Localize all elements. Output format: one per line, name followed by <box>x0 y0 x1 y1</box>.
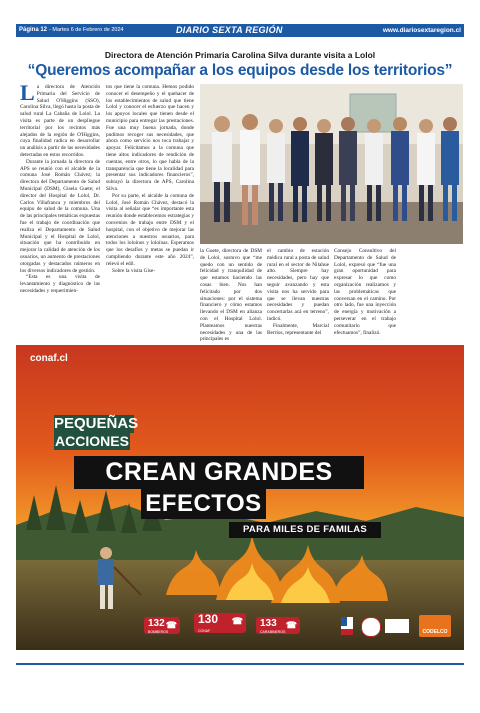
article-column-5 <box>334 248 396 334</box>
ad-headline-line-2: EFECTOS <box>141 489 266 519</box>
gobierno-de-chile-logo <box>341 617 353 635</box>
page-number: Página 12 <box>19 27 48 33</box>
emergency-phone-bomberos[interactable]: 132 BOMBEROS ☎ <box>144 617 180 634</box>
phone-icon: ☎ <box>231 616 243 626</box>
article-column-2 <box>106 84 194 334</box>
article-headline: “Queremos acompañar a los equipos desde los territorios” <box>27 62 453 79</box>
article-paragraph: “Esta es una visita de levantamiento y diagnóstico de las necesidades y requerimien- <box>20 274 100 294</box>
article-column-4 <box>267 248 329 334</box>
page-header <box>16 24 464 37</box>
article-paragraph: Consejo Consultivo del Departamento de Salud de Lolol, expresó que “fue una gran oportunidad para expresar lo que como organización realizamos y las problemáticas que conversan en el camino. Por otro lado, fue una inyección de energía y motivación a perseverar en el trabajo comunitario que efectuamos”, finalizó. <box>334 248 396 336</box>
publication-name: DIARIO SEXTA REGIÓN <box>176 25 283 35</box>
bomberos-logo <box>361 617 381 637</box>
article-photo <box>200 84 463 244</box>
article-paragraph: La directora de Atención Primaria del Servicio de Salud O'Higgins (SSO), Carolina Silva, llegó hasta la posta de salud rural La Cabaña de Lolol. La visita es parte de un despliegue territorial por los recintos más alejados de la región de O'Higgins, cuya finalidad radica en desarrollar un análisis a partir de las necesidades detectadas en estos recorridos. <box>20 80 100 158</box>
article-paragraph: Durante la jornada la directora de APS se reunió con el alcalde de la comuna José Román Chávez; la directora del Departamento de Salud Municipal (DSM), Gisela Guete; el director del Hospital de Lolol, Dr. Carlos Villafranca y miembros del equipo de salud de la comuna. Una de las principales temáticas expuestas fue el trabajo de coordinación que realiza el Departamento de Salud Municipal y el Hospital de Lolol, situación que ha contribuido en mejorar la calidad de atención de los usuarios, un aumento de prestaciones otorgadas y destacados números en los diversos indicadores de gestión. <box>20 158 101 274</box>
bottom-rule <box>16 663 464 665</box>
article-column-1 <box>20 80 101 334</box>
group-photo-illustration <box>200 84 463 244</box>
emergency-phone-conaf[interactable]: 130 CONAF ☎ <box>194 613 246 633</box>
article-paragraph: el cambio de estación médica rural a posta de salud rural en el sector de Nilahue alto. Siempre hay necesidades, pero hay que seguir avanzando y esta visita nos ha servido para que se llevan nuestras necesidades y puedan concertarlas acá en terreno”, indicó. <box>267 248 329 322</box>
emergency-phone-carabineros[interactable]: 133 CARABINEROS ☎ <box>256 617 300 634</box>
article-kicker: Directora de Atención Primaria Carolina Silva durante visita a Lolol <box>104 50 376 60</box>
drop-cap: L <box>20 80 35 105</box>
ad-headline-line-1: CREAN GRANDES <box>74 456 364 489</box>
codelco-logo: CODELCO <box>419 615 451 637</box>
publication-url[interactable]: www.diariosextaregion.cl <box>382 27 461 34</box>
fundacion-logo <box>385 619 409 633</box>
article-paragraph: Sobre la visita Gise- <box>112 267 156 274</box>
ad-tagline-line-2: ACCIONES <box>55 433 129 449</box>
article-paragraph: la Guete, directora de DSM de Lolol, sostuvo que “me quedo con un sentido de felicidad y tranquilidad de que estamos haciendo las cosas bien. Nos han felicitado por dos situaciones: por el sistema financiero y cómo estamos llevando el DSM en alianza con el Hospital Lolol. Planteamos nuestras necesidades y una de las principales es <box>200 248 262 343</box>
article-column-3 <box>200 248 262 343</box>
conaf-logo[interactable]: conaf.cl <box>30 353 68 364</box>
article-paragraph: tos que tiene la comuna. Hemos podido conocer el desempeño y el quehacer de los establecimientos de salud que tiene Lolol y conocer el esfuerzo que hacen y los apoyos locales que tienen desde el municipio para entregar las prestaciones. Fue una muy buena jornada, donde pudimos recoger sus necesidades, que ahora como servicio nos toca trabajar y apoyar. Felicitamos a la comuna que tiene altos indicadores de rendición de cuentas, entre otros, lo que habla de la transparencia que tiene la localidad para presentar sus indicadores financieros”, subrayó la directora de APS, Carolina Silva. <box>106 84 194 192</box>
partner-logos <box>341 615 456 639</box>
article-paragraph: Por su parte, el alcalde la comuna de Lolol, José Román Chávez, destacó la visita al señalar que “es importante esta reunión donde establecemos estrategias y convenios de trabajo entre DSM y el hospital, con el objetivo de mejorar las atenciones a nuestros usuarios, para todos los loloínos y loloínas. Esperamos que los desafíos y metas se puedan ir cumpliendo durante este año 2024”, relevó el edil. <box>106 192 194 267</box>
ad-tagline-line-1: PEQUEÑAS <box>54 415 139 432</box>
phone-icon: ☎ <box>165 620 177 630</box>
ad-subline: PARA MILES DE FAMILAS <box>229 522 381 538</box>
issue-date: - Martes 6 de Febrero de 2024 <box>49 27 124 33</box>
conaf-advertisement[interactable] <box>16 345 464 650</box>
phone-icon: ☎ <box>285 620 297 630</box>
article-paragraph: Finalmente, Marcial Berríos, representante del <box>267 322 329 336</box>
